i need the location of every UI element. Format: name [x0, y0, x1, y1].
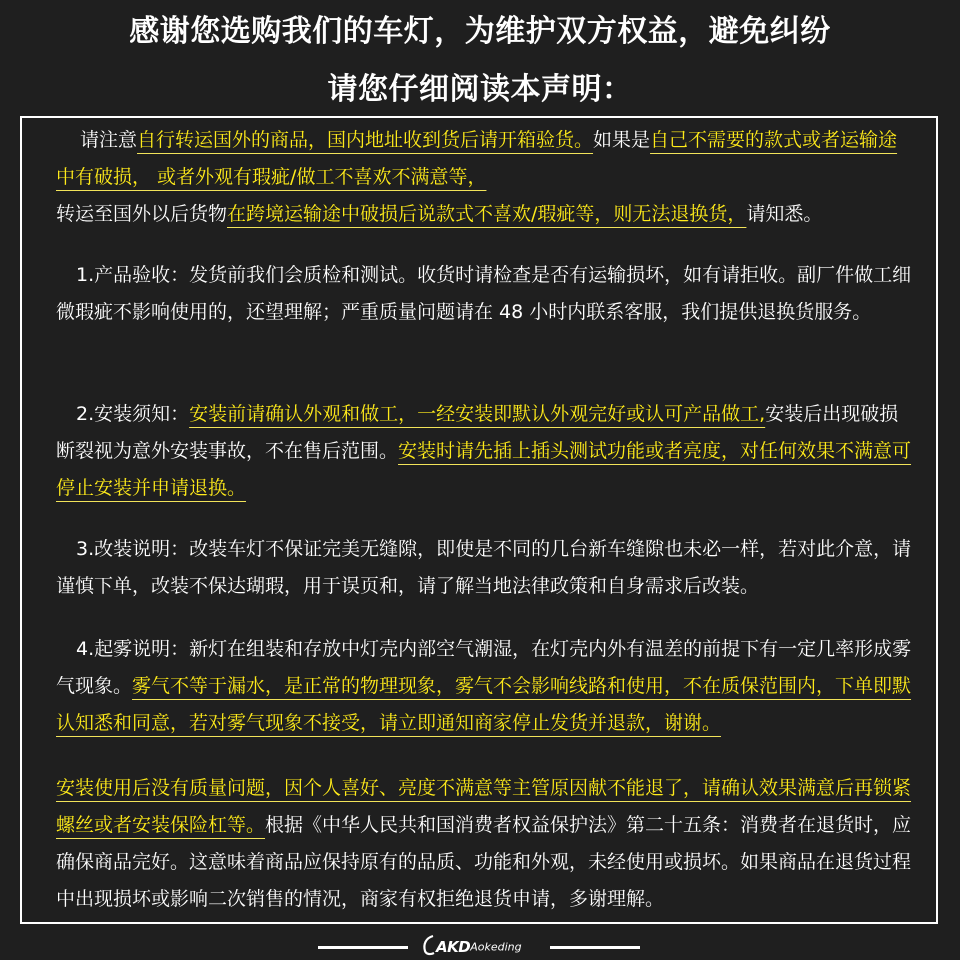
intro-highlight-3: 在跨境运输途中破损后说款式不喜欢/瑕疵等，则无法退换货，	[227, 203, 747, 225]
intro-text-4: 请知悉。	[746, 203, 823, 225]
intro-text-3: 转运至国外以后货物	[56, 203, 228, 225]
install-text-2: 安装后出现破损断裂视为意外安装事故，不在售后范围。	[56, 403, 899, 462]
brand-subname: Aokeding	[470, 940, 522, 954]
return-text-1: 根据《中华人民共和国消费者权益保护法》第二十五条：消费者在退货时，应确保商品完好。这意味着商品应保持原有的品质、功能和外观，未经使用或损坏。如果商品在退货过程中出现损坏或影响二次销售的情况，商家有权拒绝退货申请，多谢理解。	[56, 814, 912, 910]
logo-swoosh-icon	[422, 934, 436, 960]
intro-text-2: 如果是	[593, 129, 651, 151]
fogging-paragraph	[56, 631, 912, 742]
fog-highlight-1: 雾气不等于漏水，是正常的物理现象，雾气不会影响线路和使用，不在质保范围内，下单即默认知悉和同意，若对雾气现象不接受，请立即通知商家停止发货并退款，谢谢。	[56, 675, 912, 734]
brand-logo	[422, 934, 522, 958]
intro-highlight-2: 自己不需要的款式或者运输途中有破损， 或者外观有瑕疵/做工不喜欢不满意等，	[56, 129, 898, 188]
intro-text-1: 请注意	[80, 129, 138, 151]
install-highlight-1: 安装前请确认外观和做工，一经安装即默认外观完好或认可产品做工,	[189, 403, 766, 425]
title-line-2: 请您仔细阅读本声明：	[327, 72, 633, 107]
notice-panel	[20, 116, 938, 924]
fog-text-1: 4.起雾说明：新灯在组装和存放中灯壳内部空气潮湿，在灯壳内外有温差的前提下有一定几率形成雾气现象。	[56, 638, 912, 697]
intro-highlight-1: 自行转运国外的商品，国内地址收到货后请开箱验货。	[137, 129, 594, 151]
product-inspection-paragraph: 1.产品验收：发货前我们会质检和测试。收货时请检查是否有运输损坏，如有请拒收。副厂件做工细微瑕疵不影响使用的，还望理解；严重质量问题请在 48 小时内联系客服，我们提供退换货服务。	[56, 264, 912, 323]
footer-divider-right	[550, 946, 640, 949]
install-highlight-2: 安装时请先插上插头测试功能或者亮度，对任何效果不满意可停止安装并申请退换。	[56, 440, 912, 499]
brand-name: AKD	[436, 938, 471, 956]
footer	[0, 930, 960, 960]
return-policy-paragraph	[56, 770, 912, 918]
return-highlight-1: 安装使用后没有质量问题，因个人喜好、亮度不满意等主管原因献不能退了，请确认效果满意后再锁紧螺丝或者安装保险杠等。	[56, 777, 912, 836]
intro-paragraph	[56, 122, 912, 233]
footer-divider-left	[318, 946, 408, 949]
install-text-1: 2.安装须知：	[76, 403, 190, 425]
installation-paragraph	[56, 396, 912, 507]
modification-paragraph: 3.改装说明：改装车灯不保证完美无缝隙，即使是不同的几台新车缝隙也未必一样，若对此介意，请谨慎下单，改装不保达瑚瑕，用于误页和，请了解当地法律政策和自身需求后改装。	[56, 538, 912, 597]
title-line-1: 感谢您选购我们的车灯，为维护双方权益，避免纠纷	[129, 14, 831, 49]
